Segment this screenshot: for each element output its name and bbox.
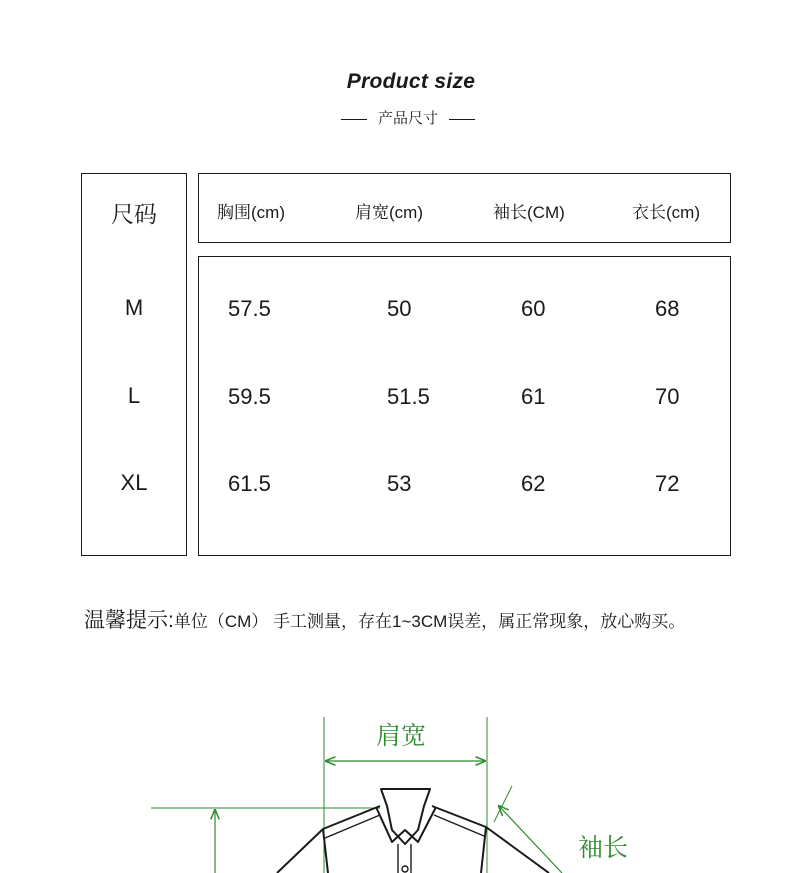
value-xl-shoulder: 53 [387, 471, 412, 496]
value-xl-sleeve: 62 [521, 471, 546, 496]
value-m-chest: 57.5 [228, 296, 271, 321]
value-l-length: 70 [655, 384, 680, 409]
column-header-length: 衣长(cm) [632, 203, 700, 222]
size-label-xl: XL [120, 470, 148, 495]
value-l-shoulder: 51.5 [387, 384, 430, 409]
value-m-length: 68 [655, 296, 680, 321]
right-armhole-line [481, 827, 486, 873]
value-l-sleeve: 61 [521, 384, 546, 409]
size-label-m: M [124, 295, 144, 320]
size-label-l: L [127, 383, 141, 408]
collar-points [376, 807, 436, 842]
right-shoulder-line [432, 806, 549, 873]
value-m-sleeve: 60 [521, 296, 546, 321]
top-button [402, 866, 408, 872]
column-header-chest: 胸围(cm) [217, 203, 285, 222]
tip-text: 单位（CM） 手工测量，存在1~3CM误差，属正常现象，放心购买。 [173, 612, 686, 631]
size-column-header: 尺码 [111, 201, 157, 227]
column-header-sleeve: 袖长(CM) [493, 203, 565, 222]
sleeve-length-arrow [499, 806, 562, 873]
tip-label: 温馨提示: [84, 609, 174, 632]
sleeve-length-label: 袖长 [578, 833, 629, 862]
value-xl-chest: 61.5 [228, 471, 271, 496]
value-m-shoulder: 50 [387, 296, 412, 321]
subtitle-text: 产品尺寸 [377, 110, 438, 127]
shirt-outline [277, 789, 549, 873]
value-l-chest: 59.5 [228, 384, 271, 409]
column-header-shoulder: 肩宽(cm) [355, 203, 423, 222]
button-placket [398, 844, 411, 873]
shoulder-width-label: 肩宽 [376, 721, 427, 750]
left-shoulder-line [277, 806, 380, 873]
page-title: Product size [346, 70, 476, 93]
value-xl-length: 72 [655, 471, 680, 496]
